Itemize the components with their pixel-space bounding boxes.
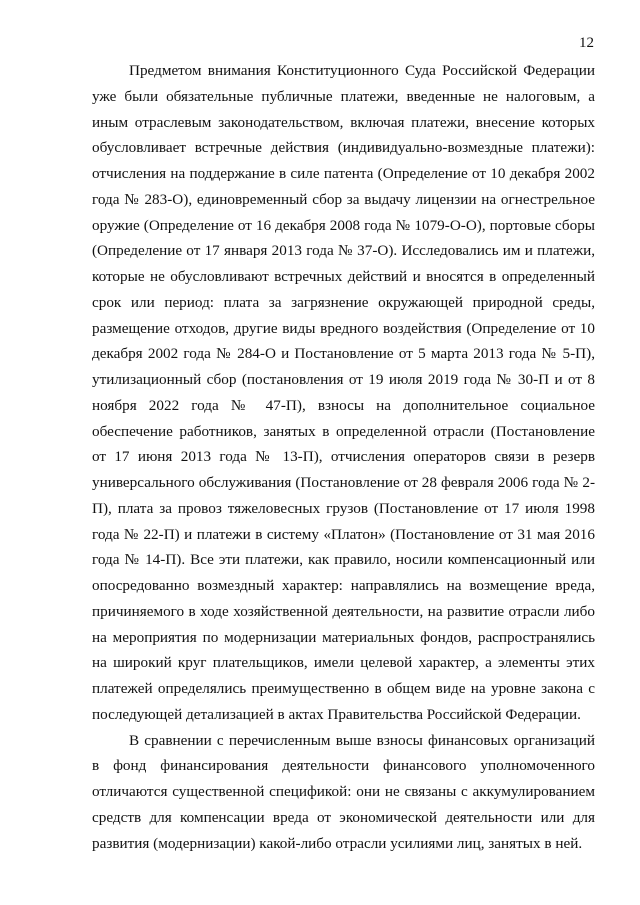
paragraph-2: В сравнении с перечисленным выше взносы финансовых организаций в фонд финансирования деятельности финансового уполномоченного отличаются существенной спецификой: они не связаны с аккумулированием средств для компенсации вреда от экономической деятельности или для развития (модернизации) какой-либо отрасли усилиями лиц, занятых в ней. [92, 731, 595, 852]
page-number: 12 [579, 35, 594, 51]
document-body [92, 58, 595, 856]
paragraph-1: Предметом внимания Конституционного Суда Российской Федерации уже были обязательные публичные платежи, введенные не налоговым, а иным отраслевым законодательством, включая платежи, внесение которых обусловливает встречные действия (индивидуально-возмездные платежи): отчисления на поддержание в силе патента (Определение от 10 декабря 2002 года № 283-О), единовременный сбор за выдачу лицензии на огнестрельное оружие (Определение от 16 декабря 2008 года № 1079-О-О), портовые сборы (Определение от 17 января 2013 года № 37-О). Исследовались им и платежи, которые не обусловливают встречных действий и вносятся в определенный срок или период: плата за загрязнение окружающей природной среды, размещение отходов, другие виды вредного воздействия (Определение от 10 декабря 2002 года № 284-О и Постановление от 5 марта 2013 года № 5-П), утилизационный сбор (постановления от 19 июля 2019 года № 30-П и от 8 ноября 2022 года № 47-П), взносы на дополнительное социальное обеспечение работников, занятых в определенной отрасли (Постановление от 17 июня 2013 года № 13-П), отчисления операторов связи в резерв универсального обслуживания (Постановление от 28 февраля 2006 года № 2-П), плата за провоз тяжеловесных грузов (Постановление от 17 июля 1998 года № 22-П) и платежи в систему «Платон» (Постановление от 31 мая 2016 года № 14-П). Все эти платежи, как правило, носили компенсационный или опосредованно возмездный характер: направлялись на возмещение вреда, причиняемого в ходе хозяйственной деятельности, на развитие отрасли либо на мероприятия по модернизации материальных фондов, распространялись на широкий круг плательщиков, имели целевой характер, а элементы этих платежей определялись преимущественно в общем виде на уровне закона с последующей детализацией в актах Правительства Российской Федерации. [92, 62, 595, 723]
